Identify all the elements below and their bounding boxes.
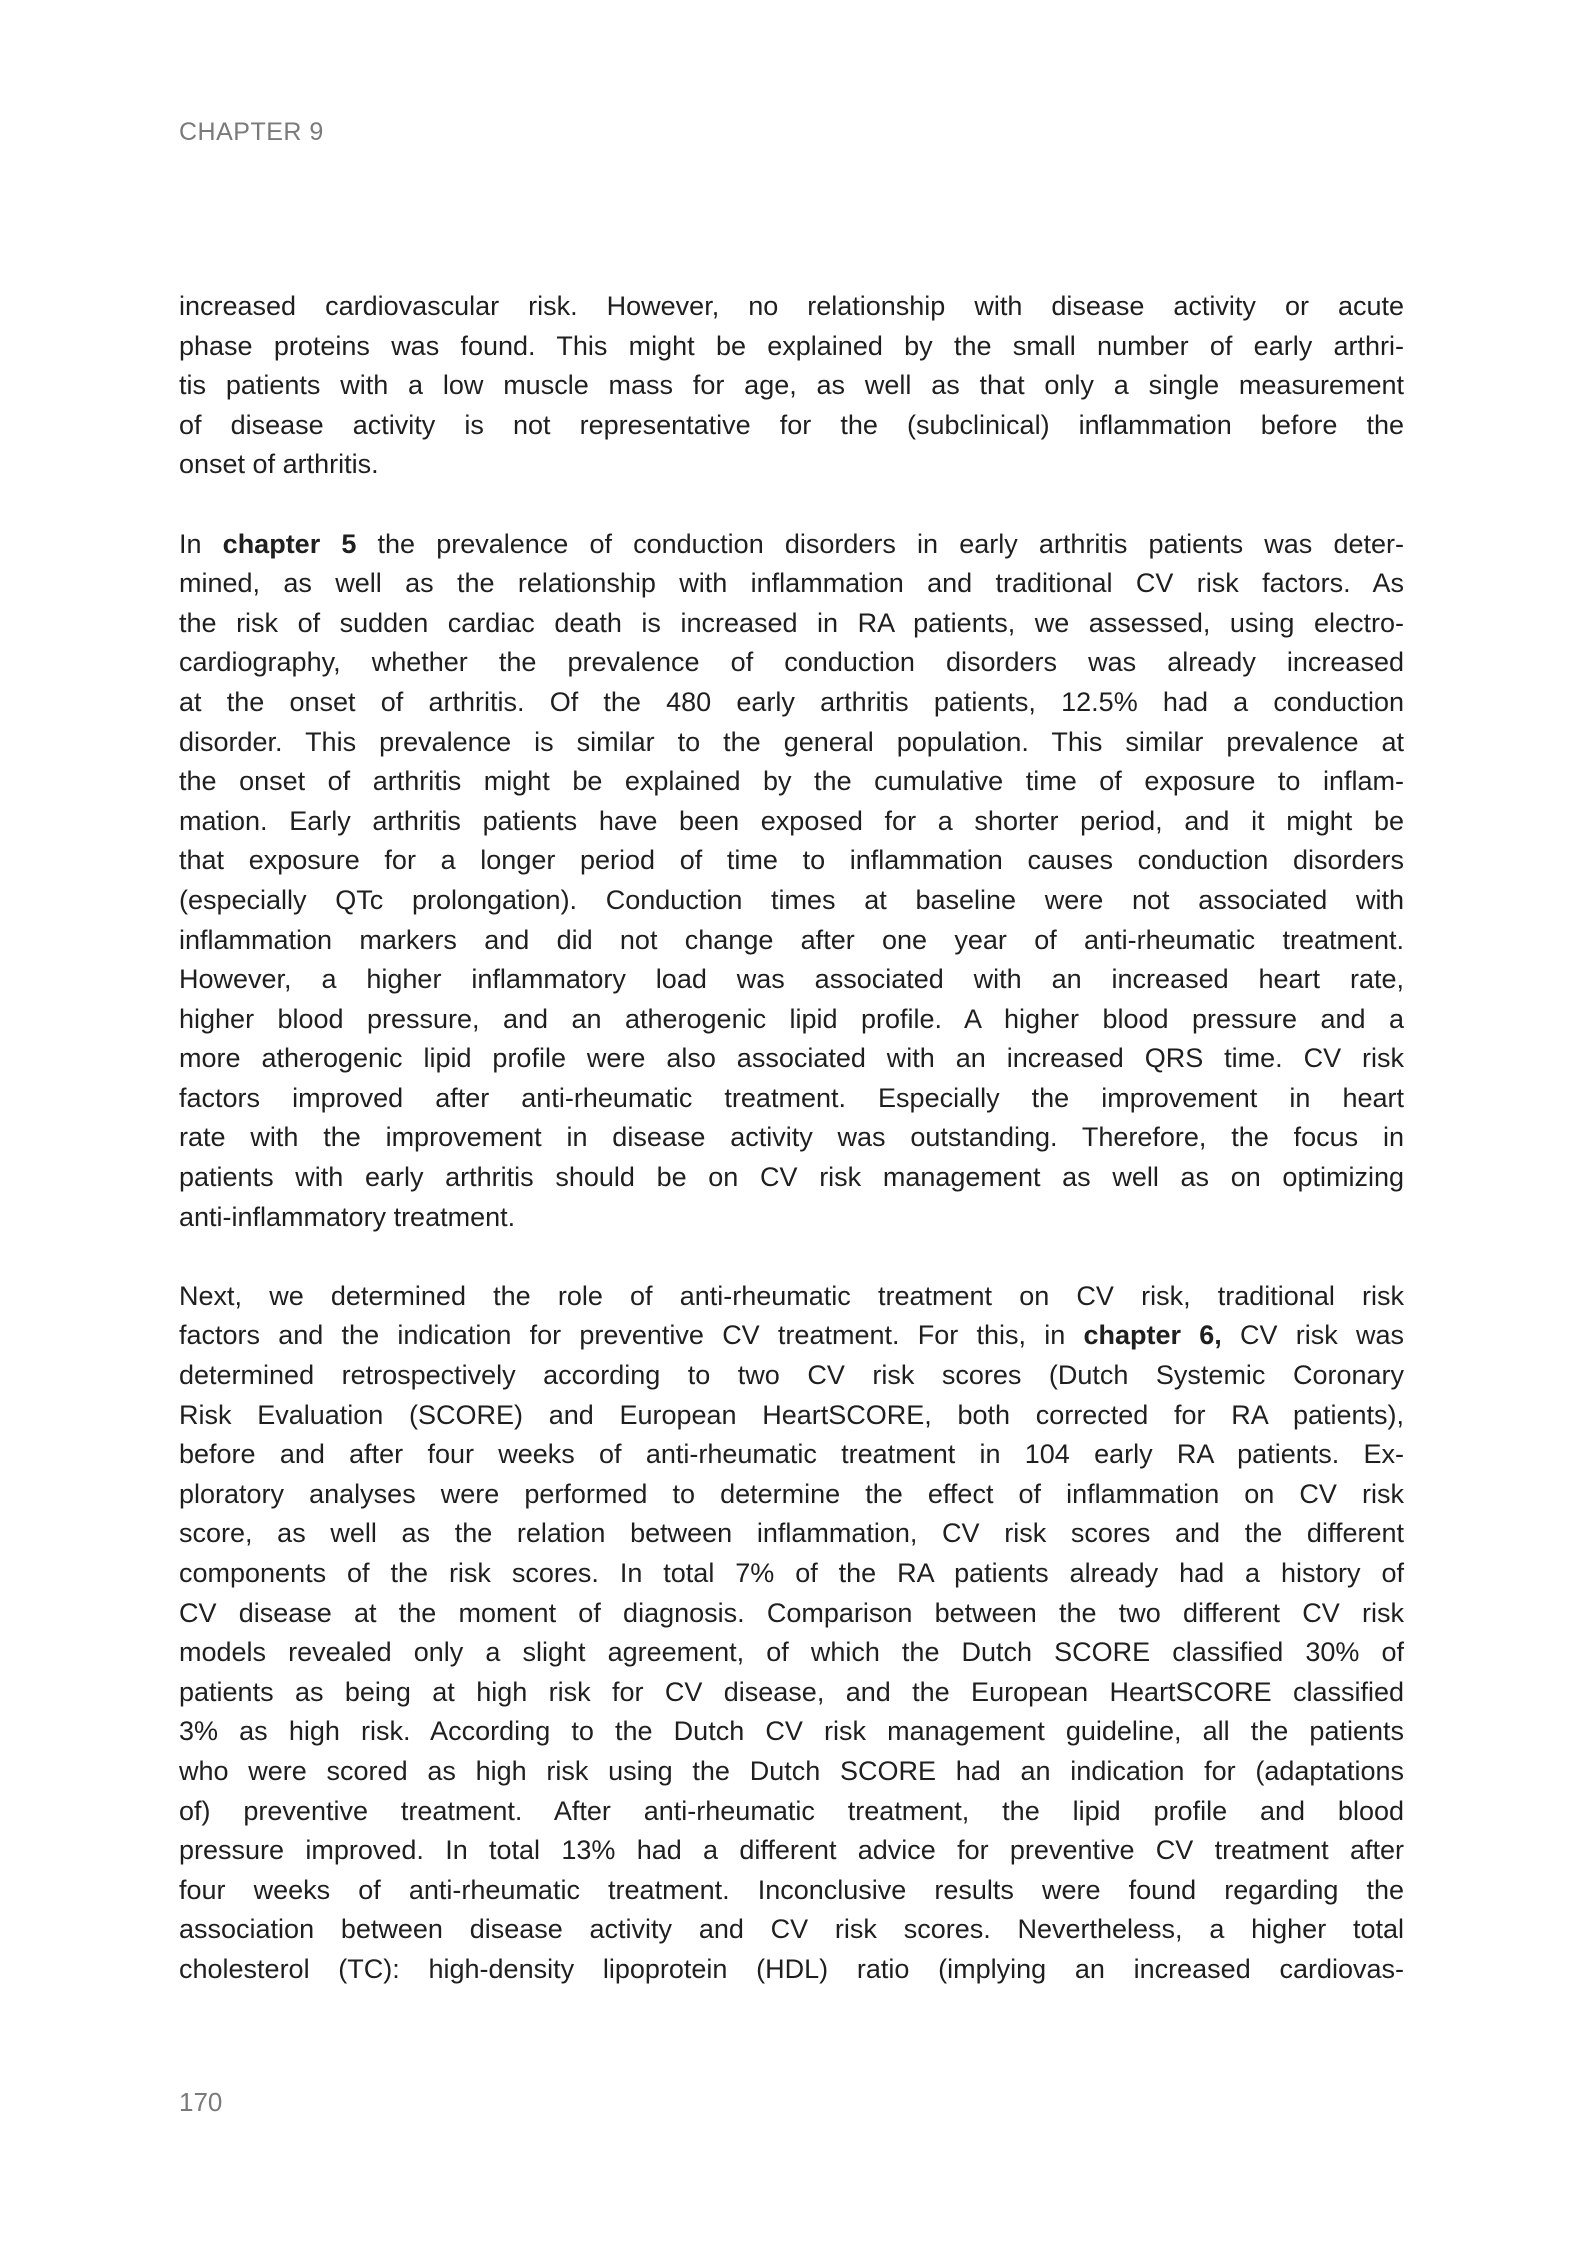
line-text: ploratory analyses were performed to determine the effect of inflammation on CV risk bbox=[179, 1478, 1404, 1509]
text-line bbox=[179, 525, 1404, 565]
line-text: patients as being at high risk for CV disease, and the European HeartSCORE classified bbox=[179, 1676, 1404, 1707]
text-line bbox=[179, 1475, 1404, 1515]
line-text: the prevalence of conduction disorders in early arthritis patients was deter- bbox=[356, 528, 1404, 559]
line-text: factors and the indication for preventive CV treatment. For this, in bbox=[179, 1320, 1084, 1351]
text-line bbox=[179, 1792, 1404, 1832]
line-text: inflammation markers and did not change after one year of anti-rheumatic treatment. bbox=[179, 924, 1404, 955]
text-line bbox=[179, 723, 1404, 763]
text-line bbox=[179, 1752, 1404, 1792]
line-text: of) preventive treatment. After anti-rheumatic treatment, the lipid profile and blood bbox=[179, 1795, 1404, 1826]
text-line bbox=[179, 366, 1404, 406]
text-line bbox=[179, 1356, 1404, 1396]
line-text: In bbox=[179, 528, 223, 559]
line-text: score, as well as the relation between inflammation, CV risk scores and the different bbox=[179, 1518, 1404, 1549]
line-text: patients with early arthritis should be on CV risk management as well as on optimizing bbox=[179, 1162, 1404, 1193]
line-text: association between disease activity and CV risk scores. Nevertheless, a higher total bbox=[179, 1914, 1404, 1945]
line-text: factors improved after anti-rheumatic treatment. Especially the improvement in heart bbox=[179, 1082, 1404, 1113]
text-line bbox=[179, 1000, 1404, 1040]
text-line bbox=[179, 1079, 1404, 1119]
line-text: mined, as well as the relationship with inflammation and traditional CV risk factors. As bbox=[179, 568, 1404, 599]
line-text: the risk of sudden cardiac death is increased in RA patients, we assessed, using electro- bbox=[179, 607, 1404, 638]
line-text: components of the risk scores. In total 7% of the RA patients already had a history of bbox=[179, 1558, 1404, 1588]
line-text: increased cardiovascular risk. However, no relationship with disease activity or acute bbox=[179, 291, 1404, 321]
line-text: cardiography, whether the prevalence of conduction disorders was already increased bbox=[179, 647, 1404, 678]
text-line bbox=[179, 604, 1404, 644]
text-line bbox=[179, 1554, 1404, 1594]
text-line bbox=[179, 802, 1404, 842]
text-line bbox=[179, 921, 1404, 961]
line-text: higher blood pressure, and an atherogenic lipid profile. A higher blood pressure and a bbox=[179, 1003, 1404, 1034]
text-line bbox=[179, 1633, 1404, 1673]
text-line bbox=[179, 1910, 1404, 1950]
line-text: cholesterol (TC): high-density lipoprotein (HDL) ratio (implying an increased cardiovas- bbox=[179, 1953, 1404, 1984]
text-line bbox=[179, 1712, 1404, 1752]
text-line bbox=[179, 445, 1404, 485]
text-line bbox=[179, 960, 1404, 1000]
line-text: rate with the improvement in disease activity was outstanding. Therefore, the focus in bbox=[179, 1122, 1404, 1153]
text-line bbox=[179, 1871, 1404, 1911]
text-line bbox=[179, 841, 1404, 881]
text-line bbox=[179, 406, 1404, 446]
line-text: four weeks of anti-rheumatic treatment. Inconclusive results were found regarding the bbox=[179, 1874, 1404, 1905]
paragraph bbox=[179, 287, 1404, 485]
line-text: However, a higher inflammatory load was associated with an increased heart rate, bbox=[179, 964, 1404, 995]
text-line bbox=[179, 1673, 1404, 1713]
line-text: before and after four weeks of anti-rheumatic treatment in 104 early RA patients. Ex- bbox=[179, 1439, 1404, 1470]
line-text: tis patients with a low muscle mass for age, as well as that only a single measurement bbox=[179, 370, 1404, 401]
text-line bbox=[179, 327, 1404, 367]
line-text: anti-inflammatory treatment. bbox=[179, 1201, 516, 1232]
line-text: CV risk was bbox=[1221, 1320, 1404, 1351]
line-text: models revealed only a slight agreement, of which the Dutch SCORE classified 30% of bbox=[179, 1637, 1404, 1668]
line-text: that exposure for a longer period of time to inflammation causes conduction disorders bbox=[179, 845, 1404, 876]
text-line bbox=[179, 1277, 1404, 1317]
line-text: who were scored as high risk using the Dutch SCORE had an indication for (adaptations bbox=[179, 1755, 1404, 1786]
text-line bbox=[179, 1158, 1404, 1198]
text-line bbox=[179, 1435, 1404, 1475]
text-line bbox=[179, 643, 1404, 683]
bold-chapter-reference: chapter 6, bbox=[1083, 1320, 1222, 1351]
text-line bbox=[179, 1039, 1404, 1079]
bold-chapter-reference: chapter 5 bbox=[222, 528, 357, 559]
paragraph bbox=[179, 1277, 1404, 1990]
text-line bbox=[179, 1396, 1404, 1436]
line-text: Next, we determined the role of anti-rheumatic treatment on CV risk, traditional risk bbox=[179, 1280, 1404, 1311]
line-text: the onset of arthritis might be explained by the cumulative time of exposure to inflam- bbox=[179, 766, 1404, 797]
line-text: CV disease at the moment of diagnosis. Comparison between the two different CV risk bbox=[179, 1597, 1404, 1628]
text-line bbox=[179, 1316, 1404, 1356]
text-line bbox=[179, 762, 1404, 802]
line-text: (especially QTc prolongation). Conduction times at baseline were not associated with bbox=[179, 884, 1404, 915]
line-text: of disease activity is not representative for the (subclinical) inflammation before the bbox=[179, 409, 1404, 440]
line-text: pressure improved. In total 13% had a different advice for preventive CV treatment after bbox=[179, 1835, 1404, 1866]
text-line bbox=[179, 1198, 1404, 1238]
line-text: mation. Early arthritis patients have been exposed for a shorter period, and it might be bbox=[179, 805, 1404, 836]
line-text: at the onset of arthritis. Of the 480 early arthritis patients, 12.5% had a conduction bbox=[179, 686, 1404, 717]
text-line bbox=[179, 1514, 1404, 1554]
running-head: CHAPTER 9 bbox=[179, 118, 324, 146]
line-text: phase proteins was found. This might be explained by the small number of early arthri- bbox=[179, 330, 1404, 361]
line-text: disorder. This prevalence is similar to the general population. This similar prevalence at bbox=[179, 726, 1404, 757]
text-line bbox=[179, 881, 1404, 921]
text-line bbox=[179, 1950, 1404, 1990]
text-line bbox=[179, 564, 1404, 604]
paragraph bbox=[179, 525, 1404, 1238]
text-line bbox=[179, 287, 1404, 327]
line-text: determined retrospectively according to two CV risk scores (Dutch Systemic Coronary bbox=[179, 1360, 1404, 1391]
text-line bbox=[179, 1831, 1404, 1871]
text-line bbox=[179, 1118, 1404, 1158]
line-text: Risk Evaluation (SCORE) and European HeartSCORE, both corrected for RA patients), bbox=[179, 1399, 1404, 1430]
page-number: 170 bbox=[179, 2087, 223, 2117]
body-text bbox=[179, 287, 1404, 2029]
line-text: more atherogenic lipid profile were also associated with an increased QRS time. CV risk bbox=[179, 1043, 1404, 1074]
line-text: 3% as high risk. According to the Dutch CV risk management guideline, all the patients bbox=[179, 1716, 1404, 1747]
text-line bbox=[179, 683, 1404, 723]
line-text: onset of arthritis. bbox=[179, 449, 379, 480]
text-line bbox=[179, 1594, 1404, 1634]
